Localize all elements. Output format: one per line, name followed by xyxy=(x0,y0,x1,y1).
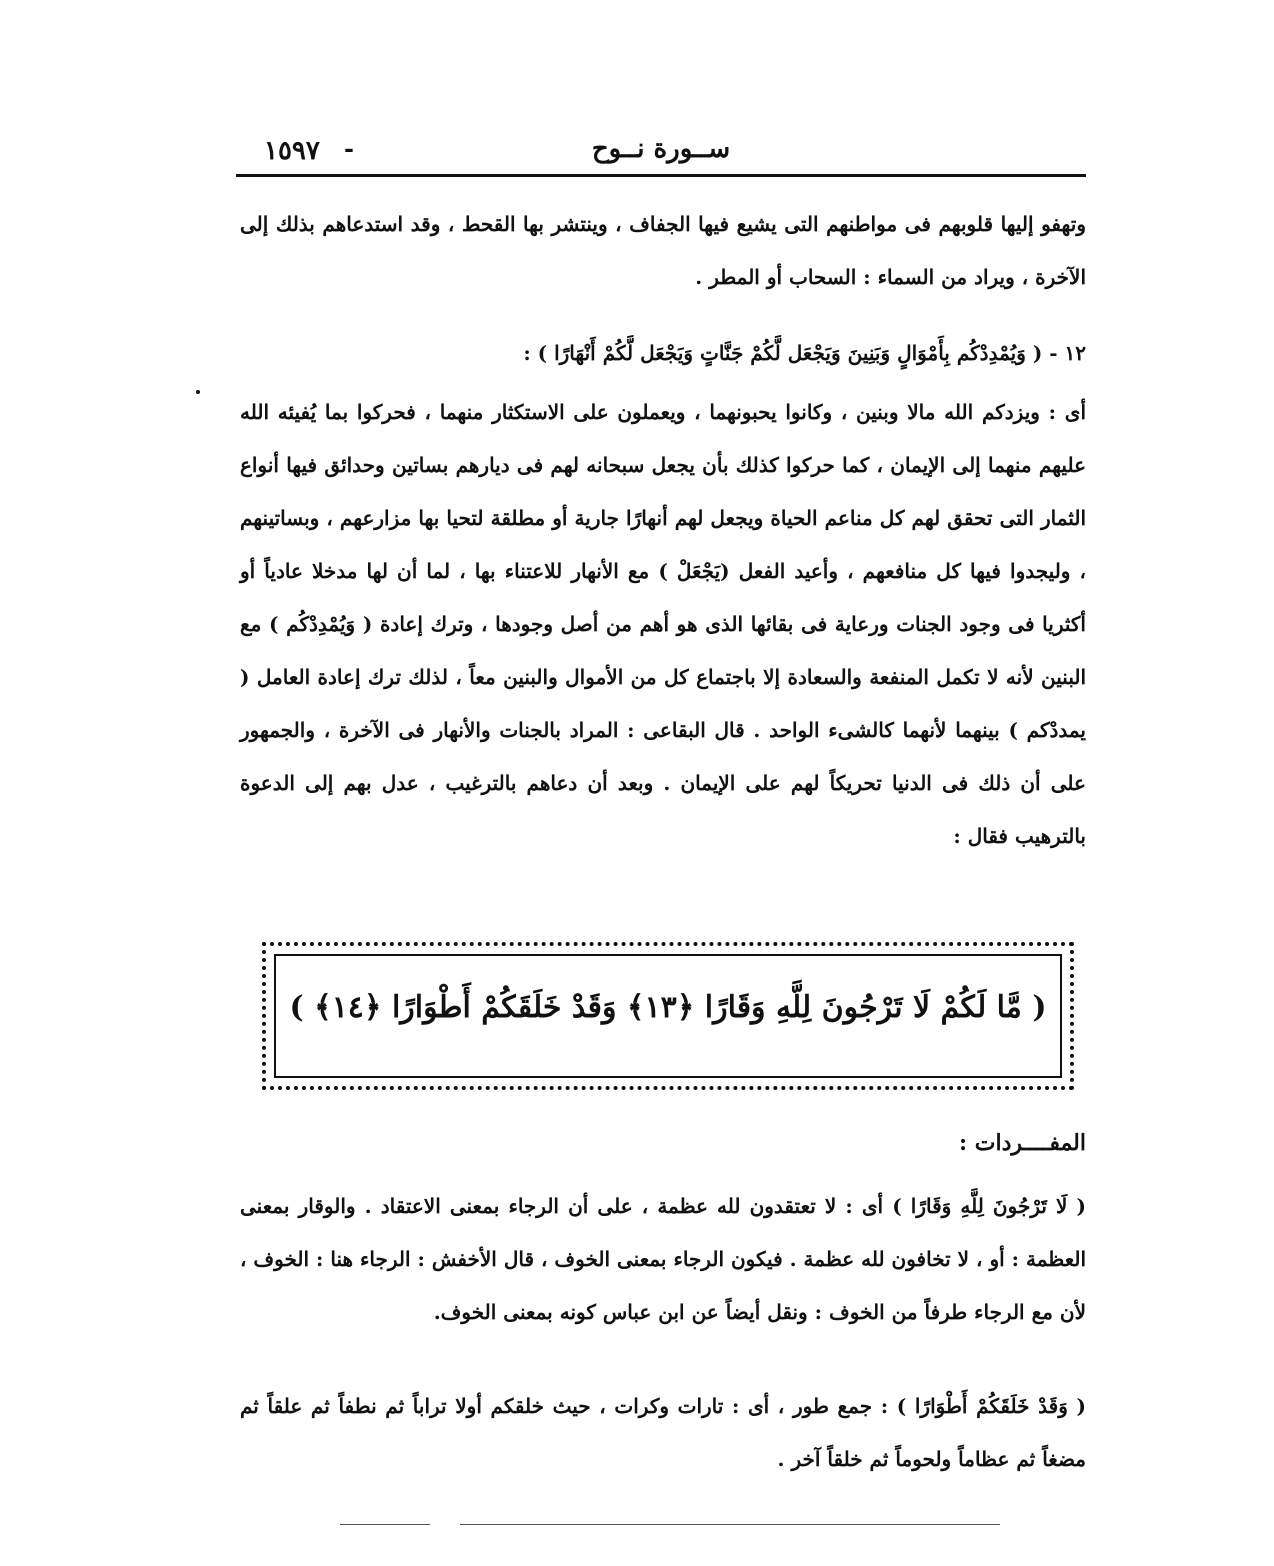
framed-verse: ( مَّا لَكُمْ لَا تَرْجُونَ لِلَّهِ وَقَارًا ﴿١٣﴾ وَقَدْ خَلَقَكُمْ أَطْوَارًا ﴿١٤﴾ ) xyxy=(289,990,1047,1025)
commentary-paragraph: أى : ويزدكم الله مالا وبنين ، وكانوا يحبونهما ، ويعملون على الاستكثار منهما ، فحركوا بما يُفيئه الله عليهم منهما إلى الإيمان ، كما حركوا كذلك بأن يجعل سبحانه لهم فى ديارهم بساتين وحدائق فيها أنواع الثمار التى تحقق لهم كل مناعم الحياة ويجعل لهم أنهارًا جارية أو مطلقة لتحيا بها مزارعهم ، وبساتينهم ، وليجدوا فيها كل منافعهم ، وأعيد الفعل (يَجْعَلْ ) مع الأنهار للاعتناء بها ، لما أن لها مدخلا عادياً أو أكثريا فى وجود الجنات ورعاية فى بقائها الذى هو أهم من أصل وجودها ، وترك إعادة ( وَيُمْدِدْكُم ) مع البنين لأنه لا تكمل المنفعة والسعادة إلا باجتماع كل من الأموال والبنين معاً ، لذلك ترك إعادة العامل ( يمددْكم ) بينهما لأنهما كالشىء الواحد . قال البقاعى : المراد بالجنات والأنهار فى الآخرة ، والجمهور على أن ذلك فى الدنيا تحريكاً لهم على الإيمان . وبعد أن دعاهم بالترغيب ، عدل بهم إلى الدعوة بالترهيب فقال : xyxy=(240,400,1086,848)
surah-title: ســورة نــوح xyxy=(591,134,731,164)
page-number: ١٥٩٧ xyxy=(264,136,320,166)
vocabulary-heading: المفــــردات : xyxy=(959,1130,1086,1156)
header-dash: - xyxy=(344,134,354,163)
vocabulary-entry-1: ( لَا تَرْجُونَ لِلَّهِ وَقَارًا ) أى : لا تعتقدون لله عظمة ، على أن الرجاء بمعنى الاعتقاد . والوقار بمعنى العظمة : أو ، لا تخافون لله عظمة . فيكون الرجاء بمعنى الخوف ، قال الأخفش : الرجاء هنا : الخوف ، لأن مع الرجاء طرفاً من الخوف : ونقل أيضاً عن ابن عباس كونه بمعنى الخوف. xyxy=(240,1194,1086,1324)
verse-frame xyxy=(262,942,1074,1090)
verse-12-heading: ١٢ - ( وَيُمْدِدْكُم بِأَمْوَالٍ وَبَنِينَ وَيَجْعَل لَّكُمْ جَنَّاتٍ وَيَجْعَل لَّكُمْ أَنْهَارًا ) : xyxy=(523,341,1086,365)
footer-rule xyxy=(340,1524,1000,1528)
intro-paragraph: وتهفو إليها قلوبهم فى مواطنهم التى يشيع فيها الجفاف ، وينتشر بها القحط ، وقد استدعاهم بذلك إلى الآخرة ، ويراد من السماء : السحاب أو المطر . xyxy=(240,212,1086,289)
stray-dot xyxy=(196,390,200,394)
vocabulary-entry-2: ( وَقَدْ خَلَقَكُمْ أَطْوَارًا ) : جمع طور ، أى : تارات وكرات ، حيث خلقكم أولا تراباً ثم نطفاً ثم علقاً ثم مضغاً ثم عظاماً ولحوماً ثم خلقاً آخر . xyxy=(240,1394,1086,1471)
header-rule xyxy=(236,174,1086,177)
page-header xyxy=(236,128,1086,172)
